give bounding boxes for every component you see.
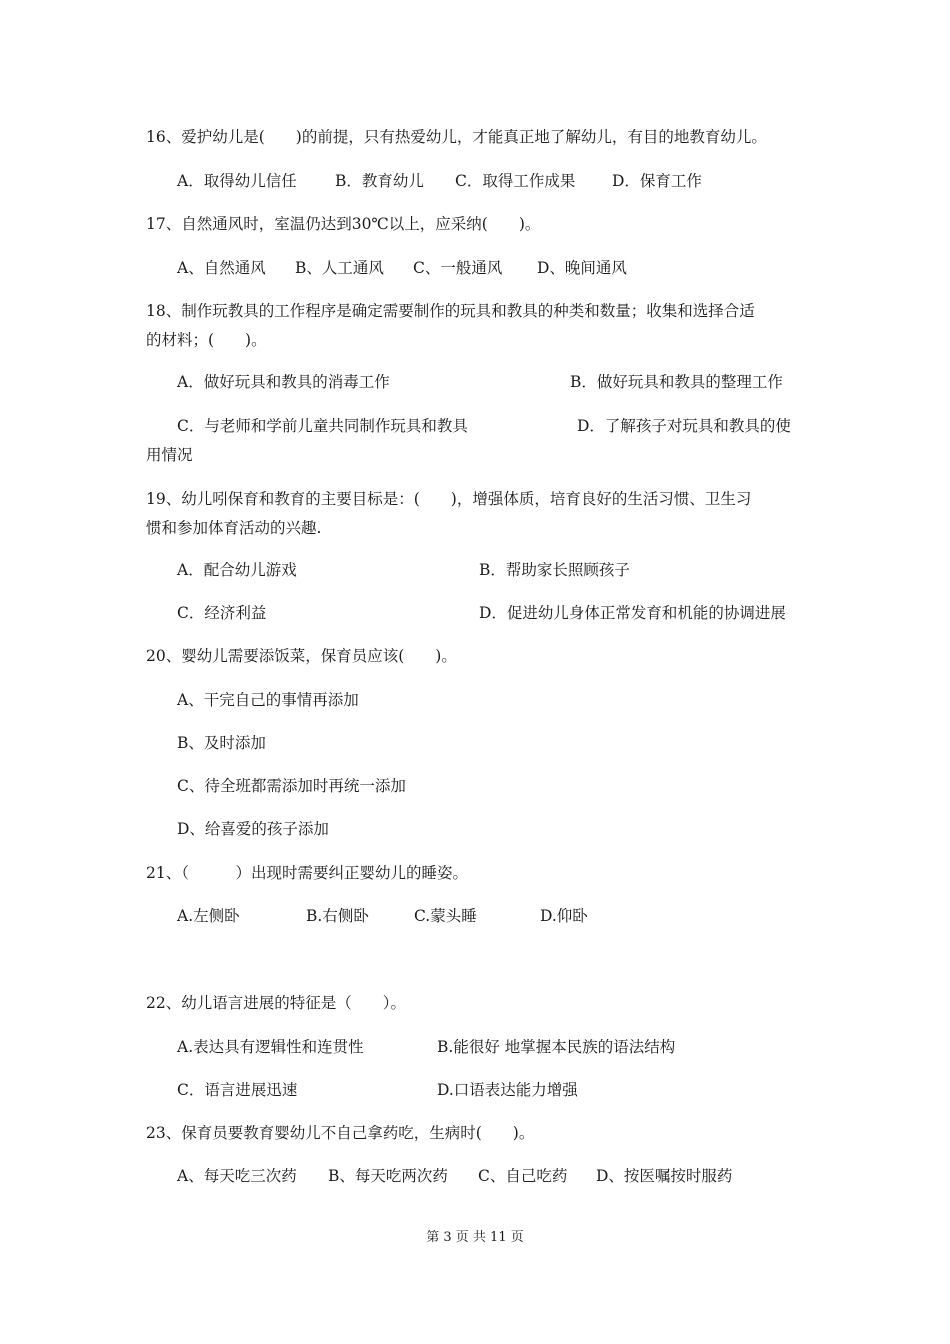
question-23-option-b: B、每天吃两次药 xyxy=(328,1167,448,1185)
question-23-option-a: A、每天吃三次药 xyxy=(177,1167,297,1185)
question-17-option-c: C、一般通风 xyxy=(413,259,503,277)
question-22-option-b: B.能很好 地掌握本民族的语法结构 xyxy=(437,1038,676,1056)
question-20-option-d: D、给喜爱的孩子添加 xyxy=(177,820,329,838)
question-20-option-c: C、待全班都需添加时再统一添加 xyxy=(177,777,406,795)
question-20-stem: 20、婴幼儿需要添饭菜，保育员应该( )。 xyxy=(146,647,457,665)
page-number-footer: 第 3 页 共 11 页 xyxy=(426,1230,524,1245)
question-19-option-b: B．帮助家长照顾孩子 xyxy=(479,561,630,579)
question-17-stem: 17、自然通风时，室温仍达到30℃以上，应采纳( )。 xyxy=(146,215,541,233)
question-16-stem: 16、爱护幼儿是( )的前提，只有热爱幼儿，才能真正地了解幼儿，有目的地教育幼儿。 xyxy=(146,128,767,146)
question-18-option-d-continued: 用情况 xyxy=(146,446,193,464)
question-18-stem-line-2: 的材料；( )。 xyxy=(146,331,267,349)
question-22-option-c: C．语言进展迅速 xyxy=(177,1081,298,1099)
question-16-option-b: B．教育幼儿 xyxy=(335,172,424,190)
question-17-option-b: B、人工通风 xyxy=(295,259,384,277)
question-18-stem-line-1: 18、制作玩教具的工作程序是确定需要制作的玩具和教具的种类和数量；收集和选择合适 xyxy=(146,302,755,320)
question-19-option-c: C．经济利益 xyxy=(177,604,267,622)
question-21-stem: 21、（ ）出现时需要纠正婴幼儿的睡姿。 xyxy=(146,864,468,882)
question-18-option-b: B．做好玩具和教具的整理工作 xyxy=(570,373,783,391)
question-19-option-d: D．促进幼儿身体正常发育和机能的协调进展 xyxy=(479,604,786,622)
question-23-option-c: C、自己吃药 xyxy=(478,1167,568,1185)
question-22-option-d: D.口语表达能力增强 xyxy=(437,1081,578,1099)
question-16-option-a: A．取得幼儿信任 xyxy=(177,172,297,190)
question-19-stem-line-2: 惯和参加体育活动的兴趣. xyxy=(146,519,322,537)
question-19-option-a: A．配合幼儿游戏 xyxy=(177,561,297,579)
question-18-option-d: D．了解孩子对玩具和教具的使 xyxy=(577,417,791,435)
question-22-stem: 22、幼儿语言进展的特征是（ ）。 xyxy=(146,994,406,1012)
question-16-option-c: C．取得工作成果 xyxy=(455,172,576,190)
question-23-stem: 23、保育员要教育婴幼儿不自己拿药吃，生病时( )。 xyxy=(146,1124,535,1142)
question-19-stem-line-1: 19、幼儿吲保育和教育的主要目标是：( )，增强体质，培育良好的生活习惯、卫生习 xyxy=(146,490,752,508)
question-21-option-b: B.右侧卧 xyxy=(306,907,369,925)
question-20-option-b: B、及时添加 xyxy=(177,734,266,752)
question-21-option-a: A.左侧卧 xyxy=(177,907,240,925)
question-17-option-a: A、自然通风 xyxy=(177,259,266,277)
question-18-option-a: A．做好玩具和教具的消毒工作 xyxy=(177,373,390,391)
question-21-option-d: D.仰卧 xyxy=(540,907,588,925)
question-22-option-a: A.表达具有逻辑性和连贯性 xyxy=(177,1038,364,1056)
question-16-option-d: D．保育工作 xyxy=(612,172,702,190)
question-23-option-d: D、按医嘱按时服药 xyxy=(596,1167,733,1185)
question-21-option-c: C.蒙头睡 xyxy=(414,907,477,925)
question-18-option-c: C．与老师和学前儿童共同制作玩具和教具 xyxy=(177,417,468,435)
question-20-option-a: A、干完自己的事情再添加 xyxy=(177,691,359,709)
question-17-option-d: D、晚间通风 xyxy=(537,259,627,277)
